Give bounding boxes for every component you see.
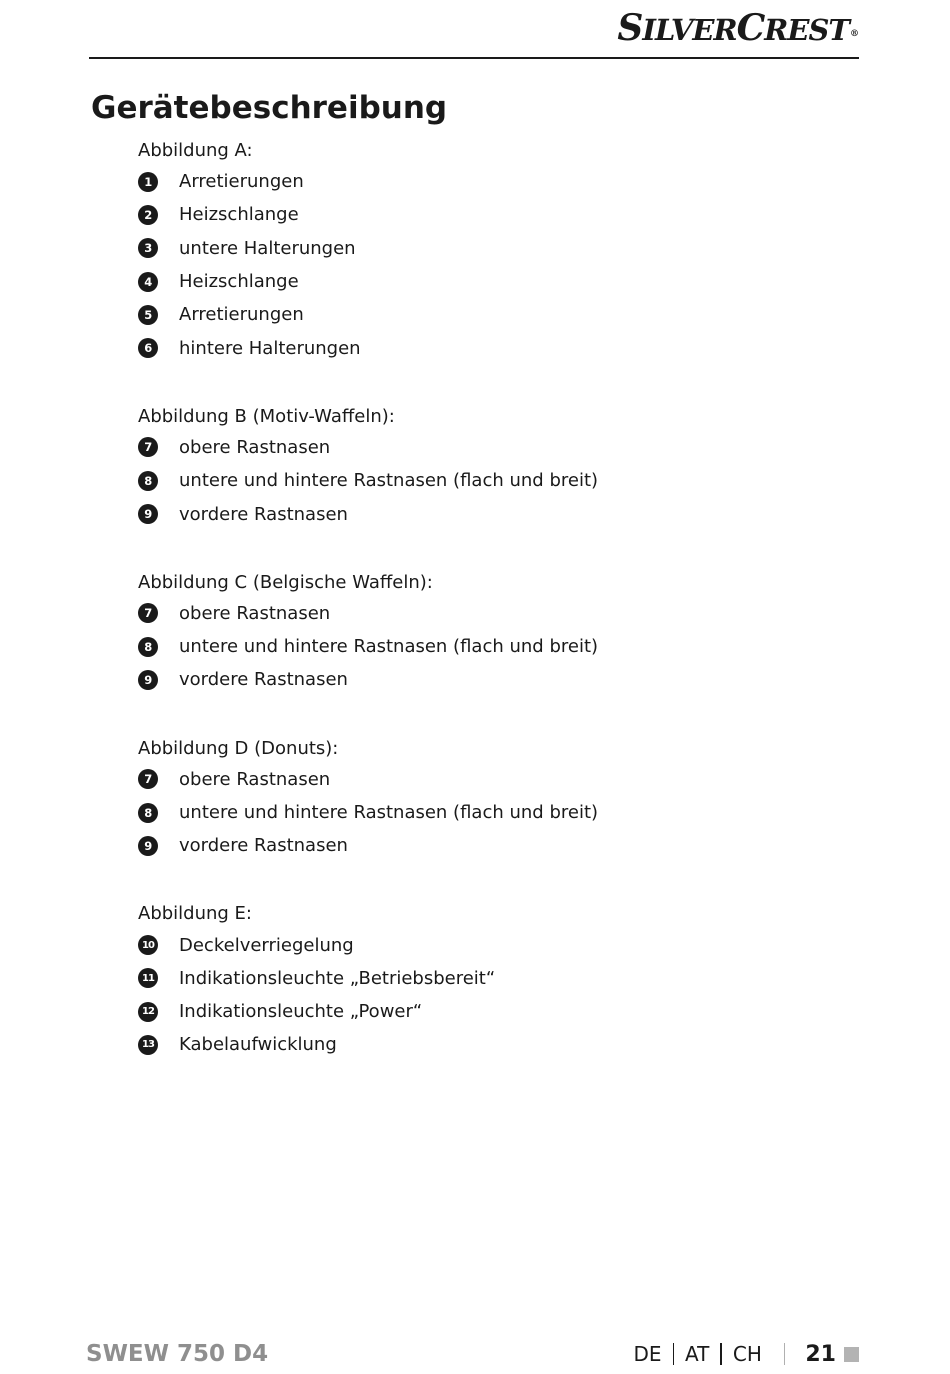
page-marker-square: [844, 1347, 859, 1362]
item-number-badge: 3: [138, 238, 158, 258]
list-item: [138, 232, 838, 265]
item-label: Deckelverriegelung: [179, 934, 354, 956]
item-label: untere und hintere Rastnasen (flach und breit): [179, 470, 599, 492]
item-number-badge: 1: [138, 172, 158, 192]
list-item: [138, 763, 838, 796]
header-rule: [89, 57, 859, 59]
item-number-badge: 9: [138, 670, 158, 690]
figure-section: [138, 136, 838, 365]
country-ch: CH: [732, 1342, 762, 1366]
item-label: Kabelaufwicklung: [179, 1034, 337, 1056]
list-item: [138, 431, 838, 464]
item-label: untere und hintere Rastnasen (flach und breit): [179, 802, 599, 823]
item-number-badge: 7: [138, 437, 158, 457]
item-number-badge: 12: [138, 1002, 158, 1022]
country-de: DE: [633, 1342, 662, 1366]
item-number-badge: 9: [138, 836, 158, 856]
item-label: obere Rastnasen: [179, 436, 331, 458]
list-item: [138, 995, 838, 1028]
list-item: [138, 663, 838, 696]
item-label: vordere Rastnasen: [179, 835, 348, 857]
registered-mark: ®: [850, 29, 858, 39]
brand-logo-letter: S: [617, 7, 643, 49]
list-item: [138, 464, 838, 497]
brand-logo-part: REST: [764, 13, 849, 47]
item-number-badge: 9: [138, 504, 158, 524]
item-label: Heizschlange: [179, 204, 299, 226]
item-label: Arretierungen: [179, 304, 304, 326]
item-label: obere Rastnasen: [179, 602, 331, 624]
list-item: [138, 331, 838, 364]
footer-model: SWEW 750 D4: [86, 1341, 269, 1367]
list-item: [138, 597, 838, 630]
item-label: Indikationsleuchte „Betriebsbereit“: [179, 967, 496, 989]
figure-section: [138, 568, 838, 697]
item-number-badge: 11: [138, 968, 158, 988]
item-number-badge: 8: [138, 471, 158, 491]
section-heading: Abbildung C (Belgische Waffeln):: [138, 571, 433, 593]
item-label: untere Halterungen: [179, 237, 356, 259]
list-item: [138, 928, 838, 961]
item-number-badge: 7: [138, 603, 158, 623]
list-item: [138, 265, 838, 298]
footer-nav: [633, 1338, 859, 1370]
list-item: [138, 630, 838, 663]
item-number-badge: 4: [138, 272, 158, 292]
list-item: [138, 298, 838, 331]
list-item: [138, 497, 838, 530]
item-label: Indikationsleuchte „Power“: [179, 1001, 423, 1023]
brand-logo: [617, 6, 858, 52]
item-label: Arretierungen: [179, 171, 304, 193]
brand-logo-letter: C: [736, 7, 765, 49]
page-number: 21: [805, 1341, 836, 1367]
item-number-badge: 5: [138, 305, 158, 325]
item-number-badge: 8: [138, 637, 158, 657]
item-label: Heizschlange: [179, 271, 299, 293]
figure-section: [138, 899, 838, 1061]
item-number-badge: 8: [138, 803, 158, 823]
section-heading: Abbildung E:: [138, 903, 252, 925]
country-at: AT: [685, 1342, 710, 1366]
divider: [720, 1343, 722, 1365]
page-title: Gerätebeschreibung: [91, 90, 448, 126]
figure-section: [138, 402, 838, 531]
list-item: [138, 198, 838, 231]
item-label: vordere Rastnasen: [179, 503, 348, 525]
list-item: [138, 1028, 838, 1061]
list-item: [138, 829, 838, 862]
section-heading: Abbildung A:: [138, 140, 253, 161]
item-number-badge: 2: [138, 205, 158, 225]
item-number-badge: 7: [138, 769, 158, 789]
item-number-badge: 13: [138, 1035, 158, 1055]
brand-logo-part: ILVER: [642, 13, 737, 47]
item-label: vordere Rastnasen: [179, 669, 348, 691]
figure-section: [138, 734, 838, 863]
list-item: [138, 165, 838, 198]
item-number-badge: 6: [138, 338, 158, 358]
divider: [784, 1343, 786, 1365]
section-heading: Abbildung D (Donuts):: [138, 737, 339, 759]
item-label: untere und hintere Rastnasen (flach und breit): [179, 636, 599, 658]
list-item: [138, 796, 838, 829]
divider: [673, 1343, 675, 1365]
parts-list: [138, 136, 838, 1099]
item-label: hintere Halterungen: [179, 337, 361, 359]
item-label: obere Rastnasen: [179, 768, 331, 790]
item-number-badge: 10: [138, 935, 158, 955]
section-heading: Abbildung B (Motiv-Waffeln):: [138, 405, 395, 427]
list-item: [138, 962, 838, 995]
